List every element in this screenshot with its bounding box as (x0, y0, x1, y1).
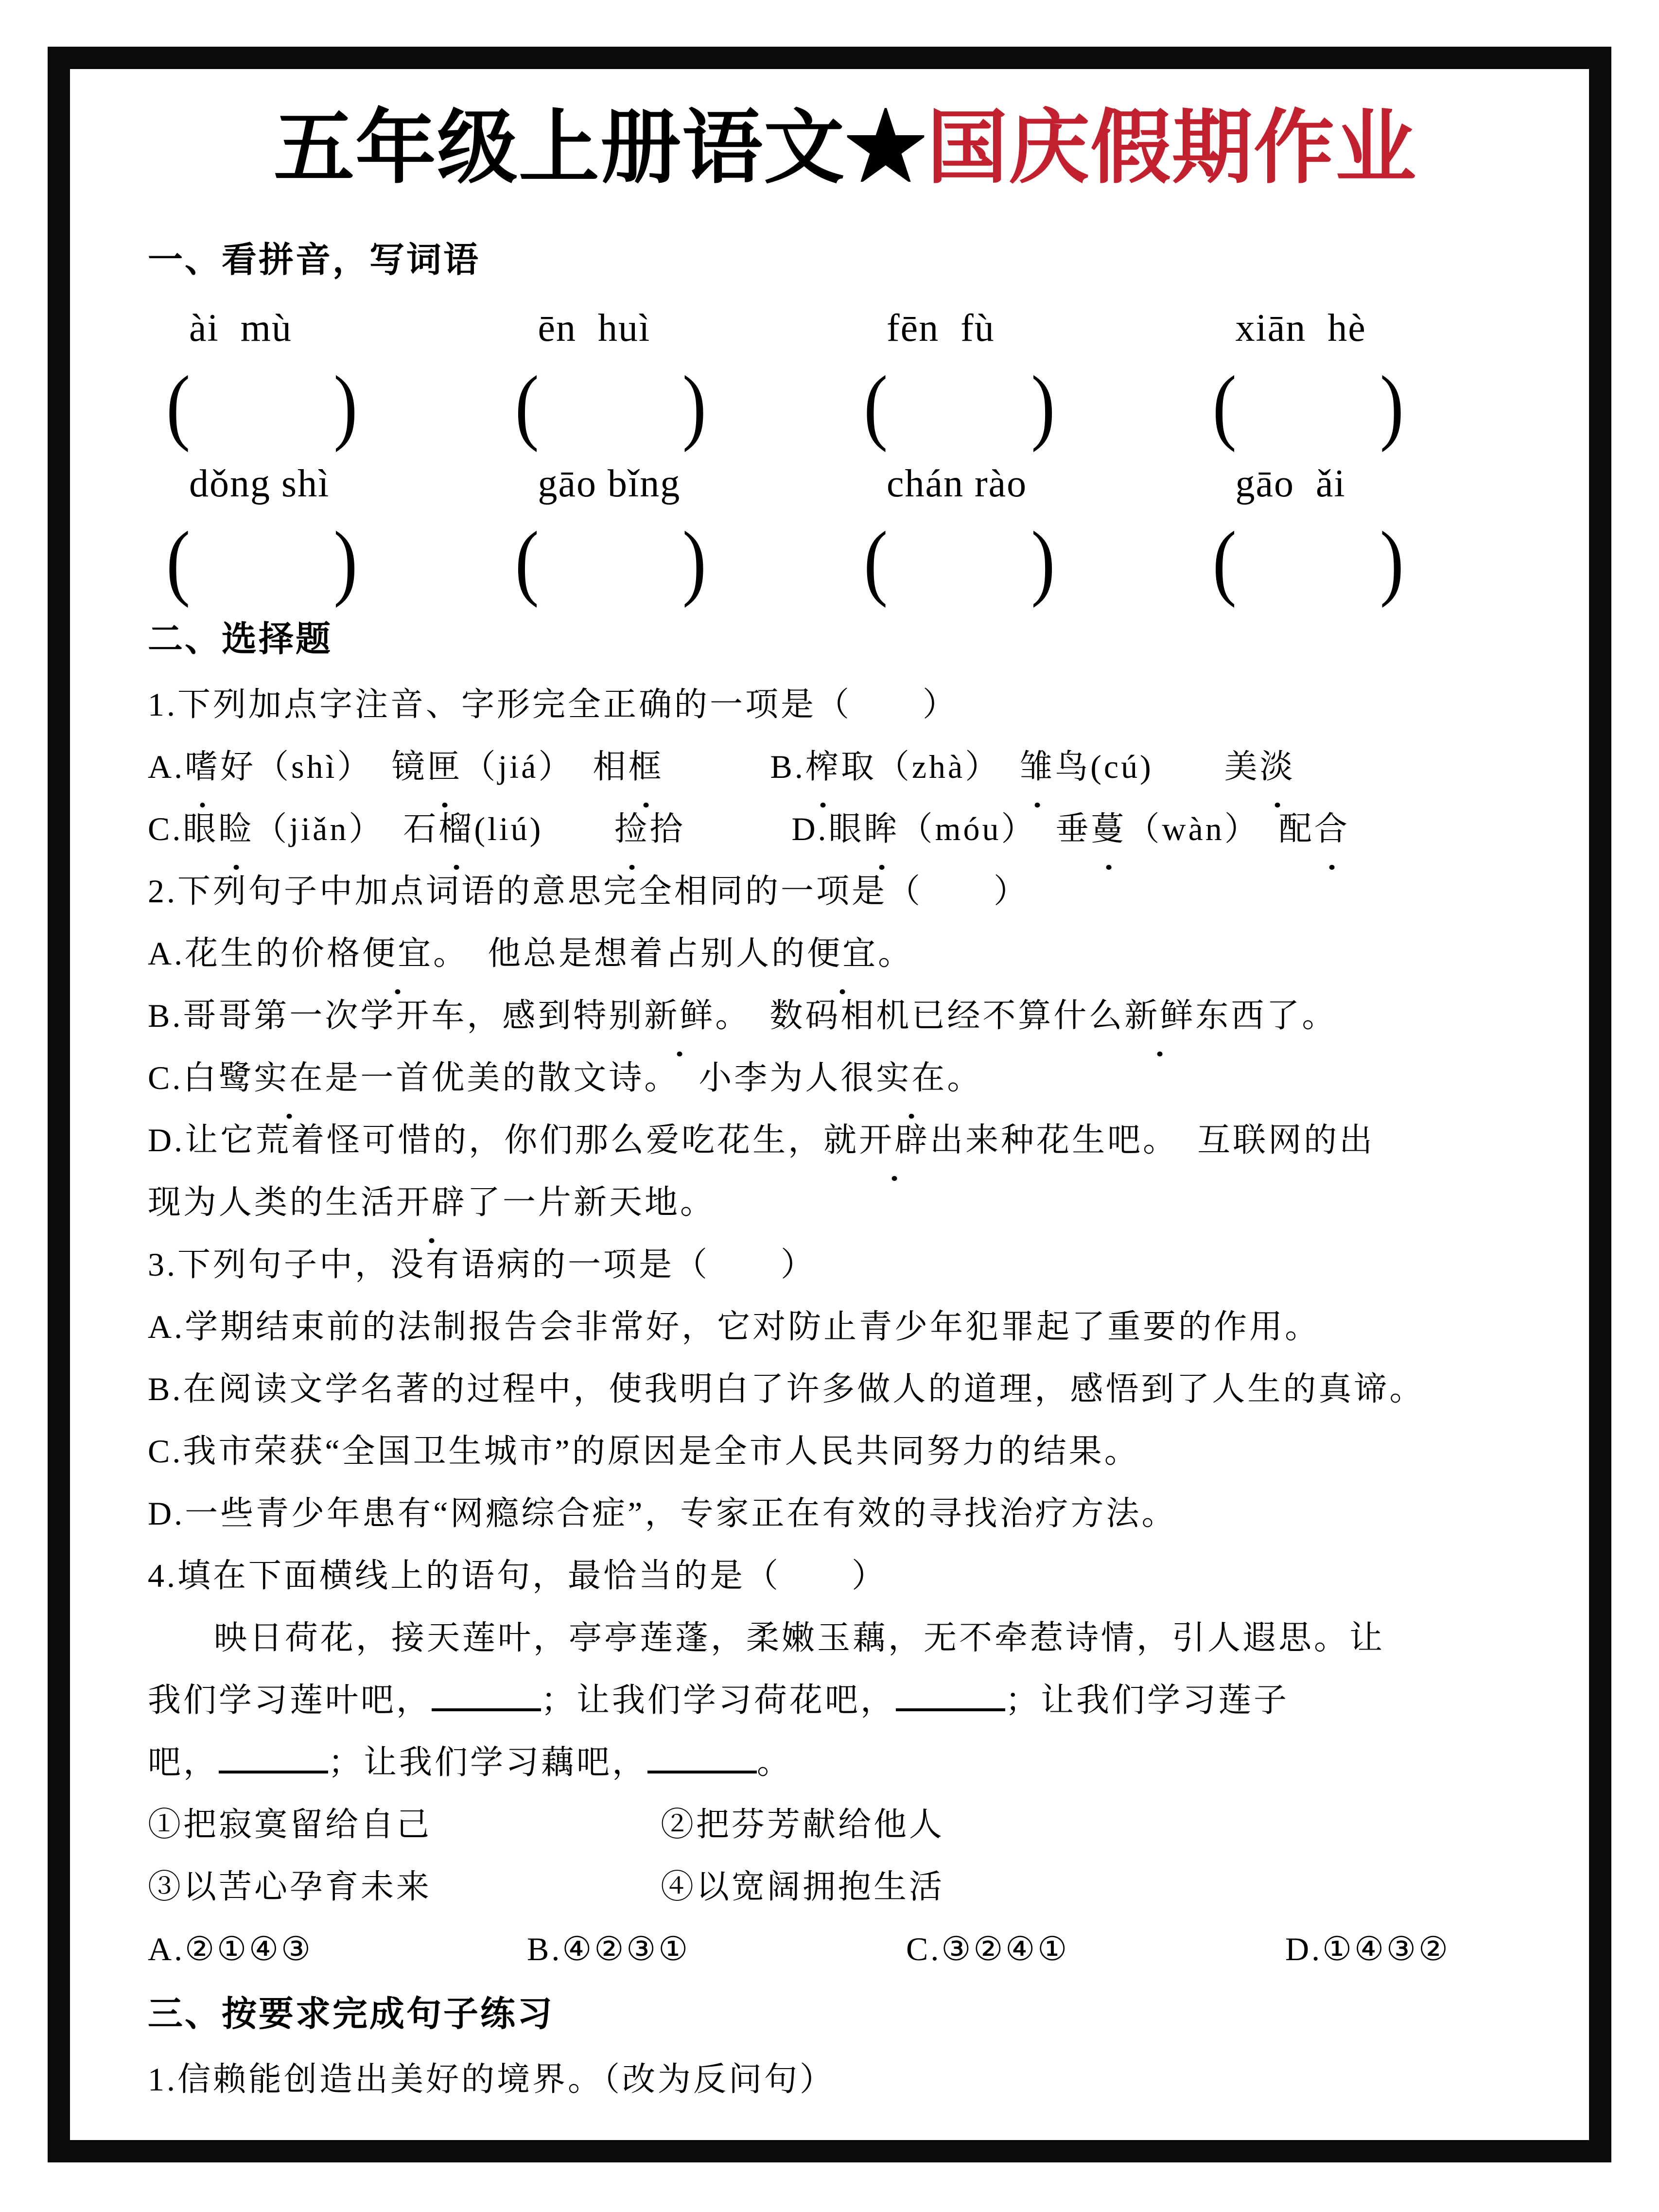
answer-blank-parens: ( ) (864, 359, 1055, 453)
q3-option-b: B.在阅读文学名著的过程中，使我明白了许多做人的道理，感悟到了人生的真谛。 (148, 1370, 1425, 1407)
pinyin-word: ài mù (189, 307, 292, 350)
q4-option-3: ③以苦心孕育未来 (148, 1868, 432, 1905)
q4-option-4: ④以宽阔拥抱生活 (661, 1868, 945, 1905)
q3-stem: 3.下列句子中，没有语病的一项是（ ） (148, 1246, 817, 1283)
q4-options-34 (148, 1856, 1543, 1918)
pinyin-word: dǒng shì (189, 462, 330, 505)
q2-option-a: A.花生的价格便宜。 他总是想着占别人的便宜。 (148, 922, 1543, 984)
q3-option-c: C.我市荣获“全国卫生城市”的原因是全市人民共同努力的结果。 (148, 1433, 1140, 1470)
q2-option-b: B.哥哥第一次学开车，感到特别新鲜。 数码相机已经不算什么新鲜东西了。 (148, 984, 1543, 1047)
q1-options-cd: C.眼睑（jiǎn） 石榴(liú) 捡拾 D.眼眸（móu） 垂蔓（wàn） 配合 (148, 798, 1543, 860)
pinyin-row-2 (148, 450, 1543, 518)
q4-choice-d: D.①④③② (1285, 1931, 1450, 1967)
pinyin-word: fēn fù (887, 307, 995, 350)
pinyin-word: chán rào (887, 462, 1028, 505)
page-title (148, 97, 1543, 199)
title-red-text: 国庆假期作业 (927, 104, 1417, 193)
q3-option-a: A.学期结束前的法制报告会非常好，它对防止青少年犯罪起了重要的作用。 (148, 1308, 1321, 1345)
answer-blank-parens: ( ) (166, 359, 358, 453)
answer-paren-row-1 (148, 359, 1543, 453)
q4-choice-c: C.③②④① (906, 1931, 1070, 1967)
q4-choices (148, 1918, 1543, 1980)
pinyin-word: xiān hè (1235, 307, 1366, 350)
q4-choice-a: A.②①④③ (148, 1931, 313, 1967)
q2-option-d: D.让它荒着怪可惜的，你们那么爱吃花生，就开辟出来种花生吧。 互联网的出 现为人类的生活开辟了一片新天地。 (148, 1109, 1543, 1233)
q4-option-2: ②把芬芳献给他人 (661, 1806, 945, 1843)
pinyin-word: gāo bǐng (538, 462, 681, 505)
answer-paren-row-2 (148, 514, 1543, 609)
answer-blank-parens: ( ) (1212, 359, 1404, 453)
page-border-frame (48, 47, 1611, 2162)
section3-heading: 三、按要求完成句子练习 (148, 1995, 555, 2034)
q2-option-c: C.白鹭实在是一首优美的散文诗。 小李为人很实在。 (148, 1047, 1543, 1109)
section1-heading: 一、看拼音，写词语 (148, 241, 481, 280)
pinyin-row-1 (148, 294, 1543, 362)
q4-stem: 4.填在下面横线上的语句，最恰当的是（ ） (148, 1557, 888, 1594)
answer-blank-parens: ( ) (864, 514, 1055, 609)
q2-stem: 2.下列句子中加点词语的意思完全相同的一项是（ ） (148, 873, 1030, 910)
q4-options-12 (148, 1793, 1543, 1856)
answer-blank-parens: ( ) (515, 359, 707, 453)
star-icon: ★ (845, 104, 927, 193)
section2-heading: 二、选择题 (148, 620, 333, 659)
q4-passage: 映日荷花，接天莲叶，亭亭莲蓬，柔嫩玉藕，无不牵惹诗情，引人遐思。让 我们学习莲叶吧， ；让我们学习荷花吧， ；让我们学习莲子 吧， ；让我们学习藕吧， 。 (148, 1619, 1385, 1781)
pinyin-word: ēn huì (538, 307, 651, 350)
answer-blank-parens: ( ) (166, 514, 358, 609)
q1-options-ab: A.嗜好（shì） 镜匣（jiá） 相框 B.榨取（zhà） 雏鸟(cú) 美淡 (148, 736, 1543, 798)
answer-blank-parens: ( ) (1212, 514, 1404, 609)
q1-stem: 1.下列加点字注音、字形完全正确的一项是（ ） (148, 686, 959, 723)
q3-option-d: D.一些青少年患有“网瘾综合症”，专家正在有效的寻找治疗方法。 (148, 1495, 1177, 1532)
pinyin-word: gāo ǎi (1235, 462, 1346, 505)
q4-choice-b: B.④②③① (527, 1931, 691, 1967)
s3-item-1: 1.信赖能创造出美好的境界。（改为反问句） (148, 2061, 836, 2098)
answer-blank-parens: ( ) (515, 514, 707, 609)
q4-option-1: ①把寂寞留给自己 (148, 1806, 432, 1843)
title-black-text: 五年级上册语文 (274, 104, 845, 193)
